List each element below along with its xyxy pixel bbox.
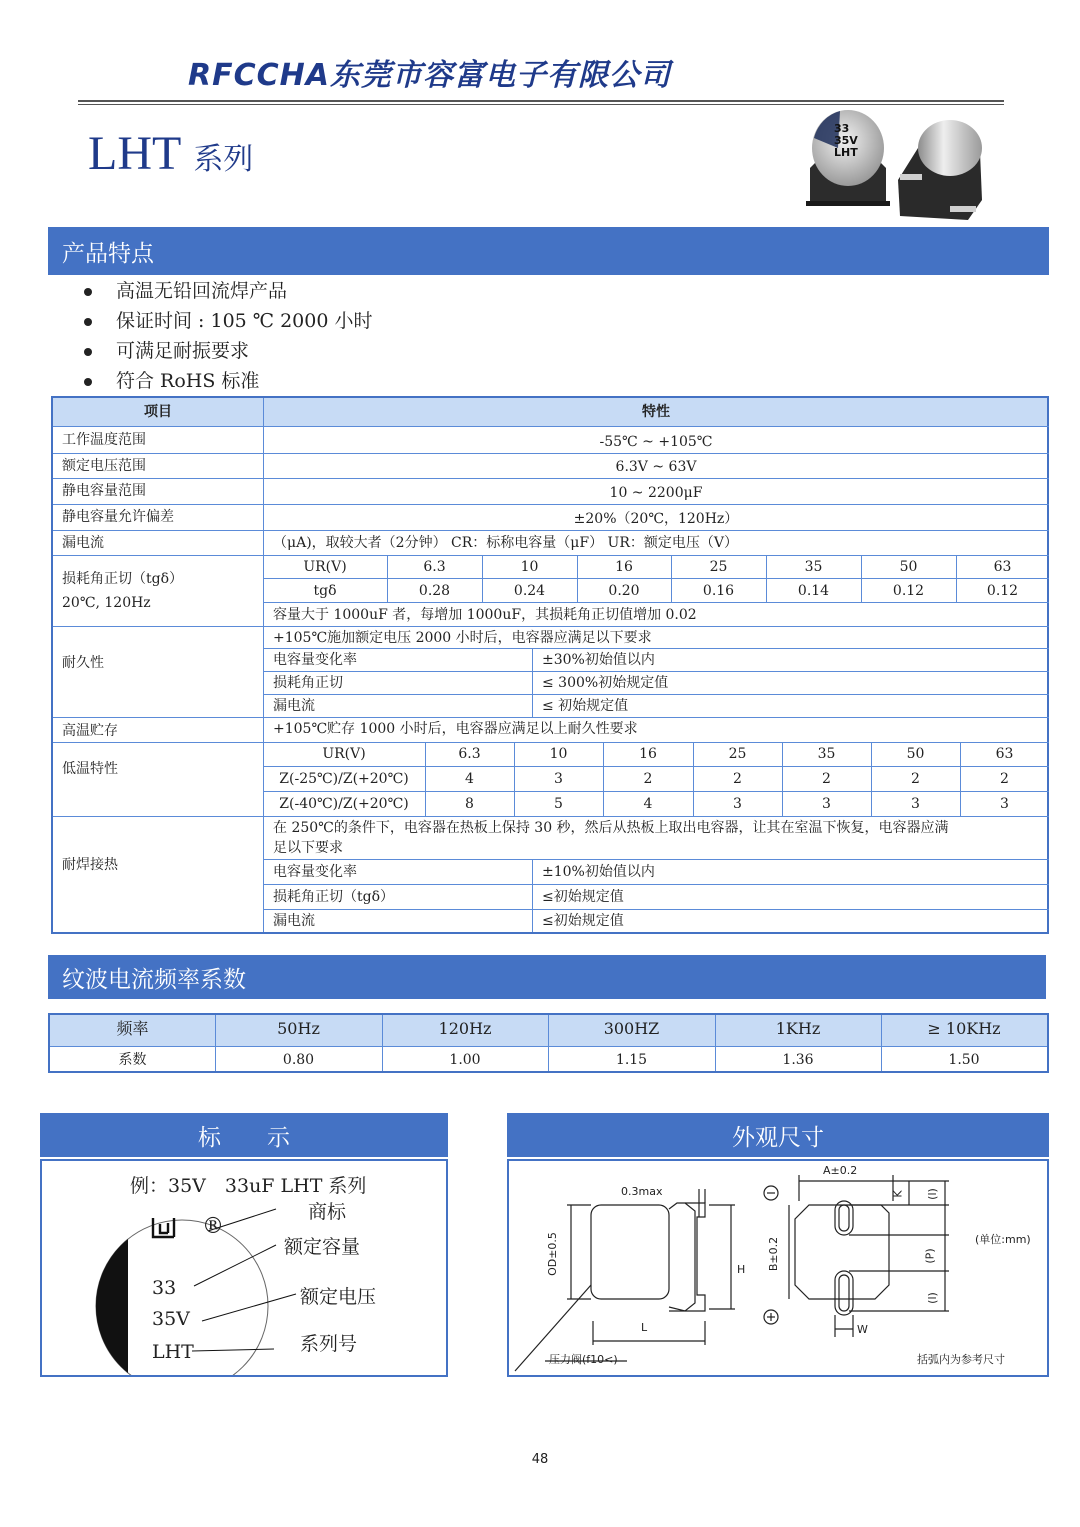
ripple-freq: 120Hz [438,1019,492,1038]
header-rule [78,100,1004,102]
tan-delta-voltage: 50 [899,559,918,575]
endurance-value: ≤ 300%初始规定值 [542,675,669,691]
tan-delta-voltage-label: UR(V) [303,559,347,575]
solder-item: 损耗角正切（tgδ） [273,889,395,905]
marking-voltage: 35V [152,1308,190,1330]
dim-max: 0.3max [621,1185,663,1198]
low-temp-value: 3 [822,796,831,812]
tan-delta-voltage: 16 [615,559,633,575]
ripple-freq: 300HZ [603,1019,660,1038]
ripple-freq: ≥ 10KHz [927,1019,1001,1038]
ripple-freq: 50Hz [277,1019,320,1038]
dim-l: L [641,1321,648,1334]
solder-label: 耐焊接热 [62,857,118,873]
label-voltage: 额定电压 [300,1286,377,1308]
low-temp-value: 4 [643,796,653,812]
solder-condition: 在 250℃的条件下，电容器在热板上保持 30 秒，然后从热板上取出电容器，让其在室温下恢复，电容器应满 [273,820,949,836]
low-temp-value: 4 [465,771,474,787]
low-temp-value: 2 [643,771,653,787]
marking-example: 例：35V 33uF LHT 系列 [130,1175,367,1197]
low-temp-row2-label: Z(-40℃)/Z(+20℃) [279,796,409,812]
tan-delta-value: 0.12 [986,583,1019,599]
feature-item: 保证时间 : 105 ℃ 2000 小时 [78,306,372,336]
tan-delta-value: 0.28 [418,583,451,599]
ripple-coef: 1.50 [948,1052,980,1068]
product-image [800,108,986,226]
dim-w: W [857,1323,868,1336]
tan-delta-voltage: 63 [993,559,1012,575]
low-temp-voltage: 6.3 [458,746,481,762]
spec-header-characteristic: 特性 [642,404,670,420]
solder-value: ±10%初始值以内 [542,864,655,880]
low-temp-label: 低温特性 [62,761,118,777]
feature-item: 高温无铅回流焊产品 [78,276,372,306]
endurance-value: ±30%初始值以内 [542,652,655,668]
page-number: 48 [531,1452,549,1467]
ripple-coef: 1.15 [615,1052,648,1068]
low-temp-voltage: 25 [728,746,747,762]
tan-delta-voltage: 35 [804,559,823,575]
solder-value: ≤初始规定值 [542,889,624,905]
company-name: RFCCHA东莞市容富电子有限公司 [188,58,671,93]
registered-mark-icon: ® [202,1214,224,1239]
row-value: 6.3V ~ 63V [615,459,697,475]
tan-delta-value: 0.14 [797,583,830,599]
marking-header: 标 示 [40,1113,448,1157]
spec-table [51,396,1049,934]
series-code: LHT [88,127,182,180]
tan-delta-voltage: 6.3 [423,559,446,575]
solder-condition-cont: 足以下要求 [273,840,343,856]
solder-value: ≤初始规定值 [542,913,624,929]
low-temp-value: 3 [733,796,742,812]
marking-box [40,1159,448,1377]
low-temp-voltage: 10 [549,746,568,762]
dimensions-header: 外观尺寸 [507,1113,1049,1157]
tan-delta-tgd-label: tgδ [313,583,337,599]
tan-delta-value: 0.16 [702,583,735,599]
ripple-table [48,1013,1049,1073]
marking-capacity: 33 [152,1277,177,1299]
endurance-condition: +105℃施加额定电压 2000 小时后，电容器应满足以下要求 [273,630,652,646]
row-value: （μA)，取较大者（2分钟） CR：标称电容量（μF） UR：额定电压（V） [273,535,738,551]
dimensions-note: 括弧内为参考尺寸 [917,1353,1005,1366]
ripple-coef: 0.80 [282,1052,315,1068]
dim-b: B±0.2 [767,1236,781,1272]
row-label: 静电容量范围 [62,483,146,499]
features-header: 产品特点 [48,227,1049,275]
dim-a: A±0.2 [823,1164,858,1177]
endurance-item: 漏电流 [273,698,315,714]
tan-delta-note: 容量大于 1000uF 者，每增加 1000uF，其损耗角正切值增加 0.02 [273,607,697,623]
ripple-freq: 1KHz [775,1019,821,1038]
tan-delta-voltage: 10 [520,559,539,575]
solder-item: 漏电流 [273,913,315,929]
series-word: 系列 [193,142,254,177]
endurance-item: 损耗角正切 [273,675,343,691]
low-temp-voltage: 63 [995,746,1014,762]
tan-delta-condition: 20℃, 120Hz [62,595,151,611]
ripple-header: 纹波电流频率系数 [48,955,1046,999]
dim-od: OD±0.5 [545,1232,559,1276]
ripple-coef: 1.00 [449,1052,481,1068]
label-trademark: 商标 [308,1201,347,1223]
tan-delta-value: 0.12 [892,583,925,599]
label-series: 系列号 [300,1333,358,1355]
marking-series: LHT [152,1341,194,1363]
endurance-item: 电容量变化率 [273,652,357,668]
dim-h: H [737,1263,746,1276]
low-temp-value: 3 [911,796,920,812]
ripple-freq-label: 频率 [116,1019,149,1038]
feature-item: 可满足耐振要求 [78,336,372,366]
header-rule-thin [78,104,1004,105]
low-temp-value: 2 [1000,771,1009,787]
row-label: 静电容量允许偏差 [62,509,174,525]
tan-delta-label: 损耗角正切（tgδ） [62,571,184,587]
endurance-label: 耐久性 [62,655,104,671]
series-title [88,126,253,181]
shelf-label: 高温贮存 [62,723,118,739]
dimensions-unit: (单位:mm) [975,1233,1031,1246]
row-label: 漏电流 [62,535,104,551]
low-temp-value: 3 [554,771,563,787]
features-list [78,276,372,396]
cap-marking-35v: 35V [834,134,858,147]
low-temp-voltage: 35 [817,746,836,762]
dim-p: (P) [923,1248,937,1264]
dim-k: K [891,1190,905,1198]
low-temp-row1-label: Z(-25℃)/Z(+20℃) [279,771,409,787]
row-value: 10 ~ 2200μF [609,485,703,501]
ripple-coef: 1.36 [782,1052,814,1068]
row-value: ±20%（20℃，120Hz） [573,511,739,527]
feature-item: 符合 RoHS 标准 [78,366,372,396]
row-label: 额定电压范围 [62,458,146,474]
low-temp-value: 2 [911,771,920,787]
dimensions-valve: 压力阀(f10<) [549,1353,618,1366]
spec-header-item: 项目 [144,404,172,420]
cap-marking-33: 33 [834,122,850,135]
low-temp-voltage: 16 [639,746,657,762]
label-capacity: 额定容量 [284,1236,361,1258]
tan-delta-voltage: 25 [709,559,728,575]
tan-delta-value: 0.24 [513,583,546,599]
marking-diagram [42,1161,446,1375]
low-temp-value: 2 [733,771,742,787]
shelf-value: +105℃贮存 1000 小时后，电容器应满足以上耐久性要求 [273,721,638,737]
dim-i1: (l) [925,1188,939,1200]
cap-marking-lht: LHT [834,146,858,159]
low-temp-value: 2 [822,771,831,787]
tan-delta-value: 0.20 [608,583,640,599]
dimensions-box [507,1159,1049,1377]
low-temp-voltage-label: UR(V) [322,746,366,762]
dim-i2: (l) [925,1292,939,1304]
solder-item: 电容量变化率 [273,864,357,880]
low-temp-value: 3 [1000,796,1009,812]
low-temp-value: 5 [554,796,563,812]
endurance-value: ≤ 初始规定值 [542,698,629,714]
row-value: -55℃ ~ +105℃ [599,434,713,450]
low-temp-voltage: 50 [906,746,925,762]
row-label: 工作温度范围 [62,432,146,448]
low-temp-value: 8 [465,796,474,812]
ripple-coef-label: 系数 [118,1052,147,1068]
